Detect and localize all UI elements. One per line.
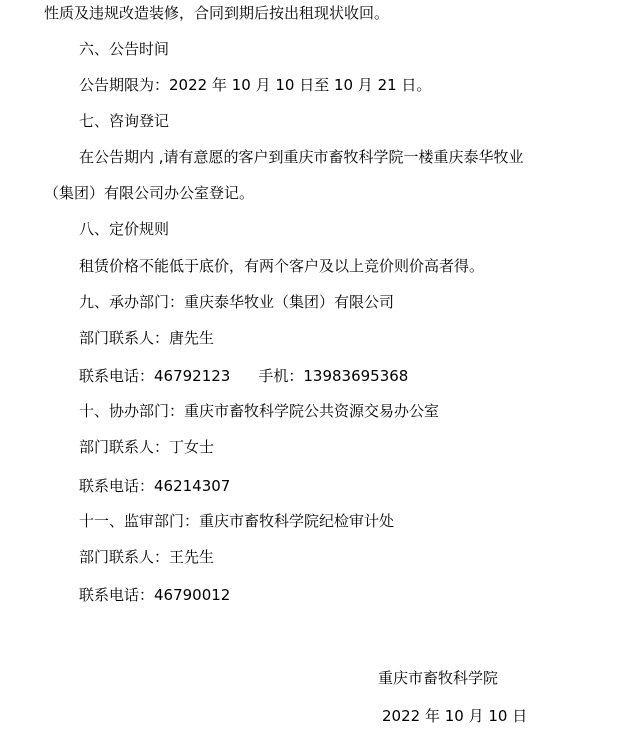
co-organizer-contact-person: 部门联系人：丁女士 (79, 438, 215, 456)
announcement-period-text: 公告期限为：2022 年 10 月 10 日至 10 月 21 日。 (79, 76, 432, 94)
co-organizer-phone: 联系电话：46214307 (79, 477, 231, 495)
supervisor-phone: 联系电话：46790012 (79, 586, 231, 604)
section-heading-pricing-rules: 八、定价规则 (79, 220, 170, 238)
pricing-rules-text: 租赁价格不能低于底价，有两个客户及以上竞价则价高者得。 (79, 257, 485, 275)
organizer-phone: 联系电话：46792123 (79, 367, 231, 385)
signature-organization: 重庆市畜牧科学院 (378, 669, 499, 687)
organizer-contact-phones (79, 366, 408, 386)
signature-date: 2022 年 10 月 10 日 (382, 707, 528, 725)
organizer-contact-person: 部门联系人：唐先生 (79, 329, 215, 347)
section-heading-supervisor: 十一、监审部门：重庆市畜牧科学院纪检审计处 (79, 512, 395, 530)
section-heading-co-organizer: 十、协办部门：重庆市畜牧科学院公共资源交易办公室 (79, 402, 440, 420)
inquiry-registration-text: 在公告期内 ,请有意愿的客户到重庆市畜牧科学院一楼重庆泰华牧业 (79, 148, 524, 166)
section-heading-announcement-period: 六、公告时间 (79, 40, 170, 58)
section-heading-organizer: 九、承办部门：重庆泰华牧业（集团）有限公司 (79, 293, 395, 311)
paragraph-continuation: 性质及违规改造装修，合同到期后按出租现状收回。 (44, 4, 390, 22)
supervisor-contact-person: 部门联系人：王先生 (79, 548, 215, 566)
section-heading-inquiry-registration: 七、咨询登记 (79, 112, 170, 130)
inquiry-registration-text-continued: （集团）有限公司办公室登记。 (44, 184, 255, 202)
organizer-mobile: 手机：13983695368 (258, 367, 409, 385)
